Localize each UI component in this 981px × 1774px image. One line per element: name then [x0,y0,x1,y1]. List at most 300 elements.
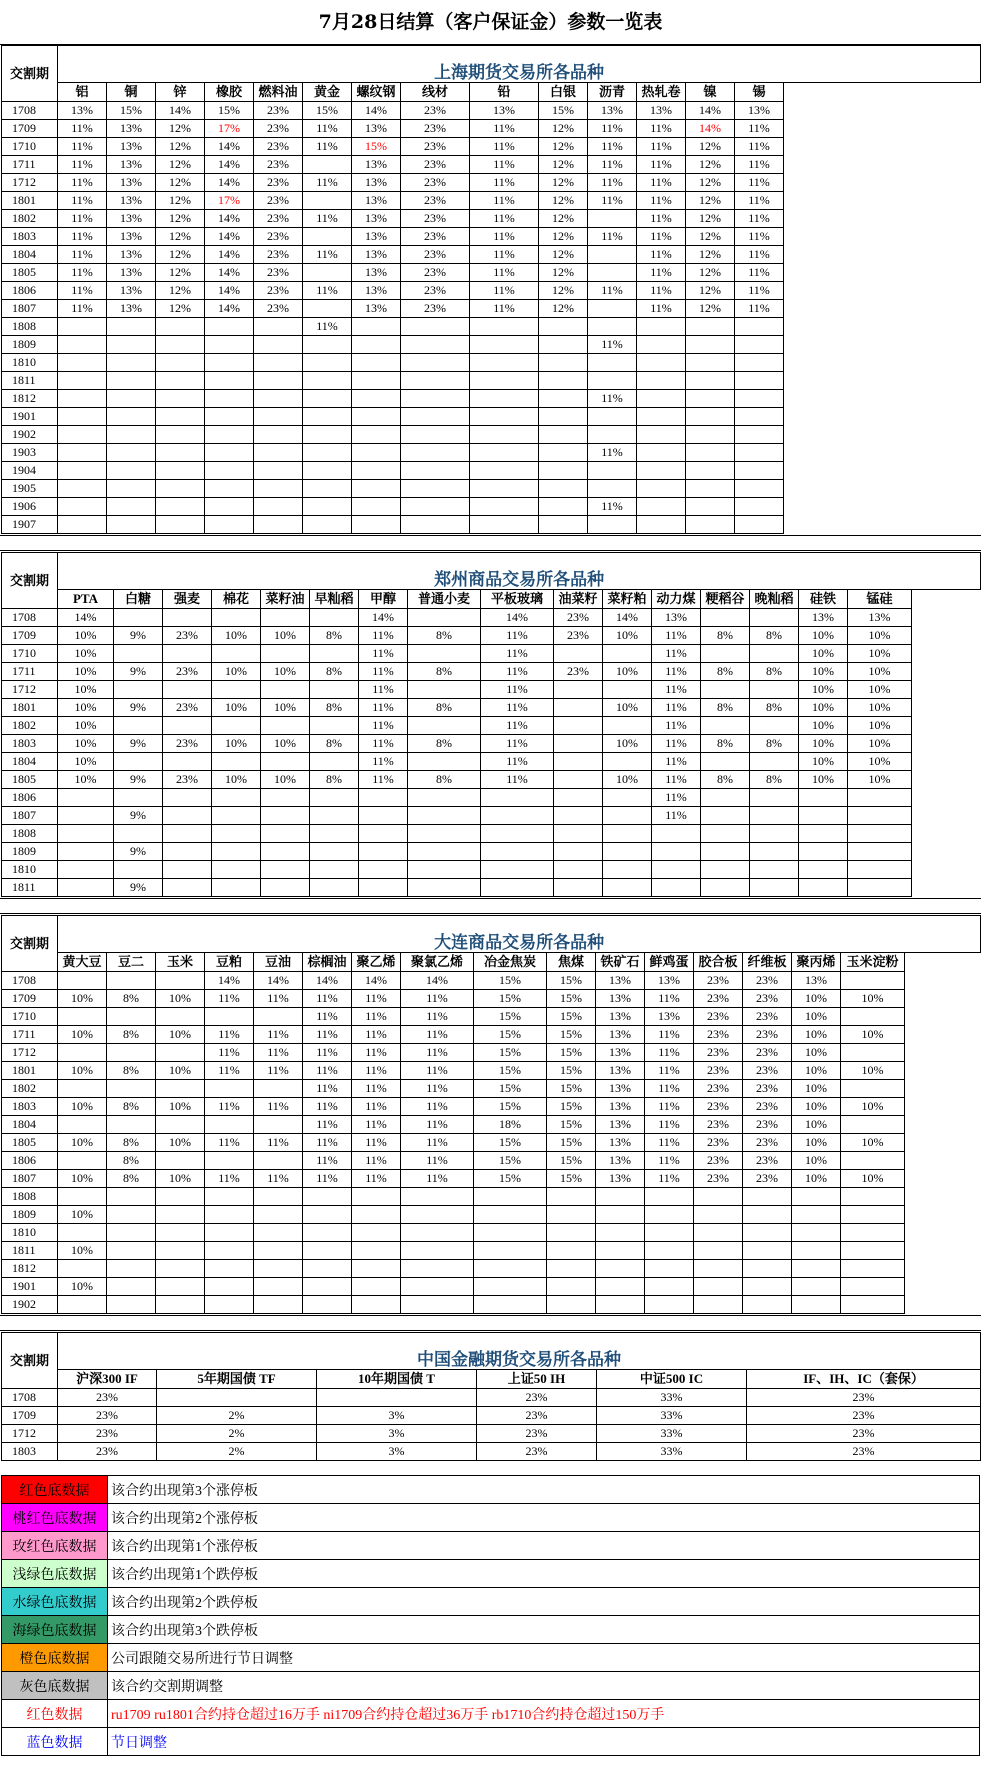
margin-cell: 12% [156,138,205,156]
exchange-name: 中国金融期货交易所各品种 [58,1333,981,1370]
margin-cell: 12% [539,264,588,282]
margin-cell: 23% [401,246,470,264]
margin-cell: 12% [686,156,735,174]
margin-cell [401,1206,474,1224]
filler-cell [784,138,981,156]
margin-cell: 11% [359,645,408,663]
margin-cell: 12% [156,210,205,228]
margin-cell: 23% [163,699,212,717]
margin-cell [156,336,205,354]
margin-cell [205,1224,254,1242]
margin-cell [212,645,261,663]
product-header: 豆粕 [205,953,254,972]
margin-cell [310,645,359,663]
section-gap [0,898,981,914]
margin-cell [212,681,261,699]
margin-cell: 11% [637,228,686,246]
filler-cell [784,336,981,354]
margin-cell [317,1389,477,1407]
margin-cell [588,426,637,444]
margin-cell: 23% [743,1152,792,1170]
margin-cell [254,390,303,408]
margin-cell [359,825,408,843]
section-gap [0,535,981,551]
margin-cell: 15% [547,1062,596,1080]
margin-cell [750,879,799,897]
margin-cell: 10% [848,645,912,663]
exchange-header-row [2,916,981,953]
margin-cell [205,444,254,462]
margin-cell: 10% [261,699,310,717]
period-column-label: 交割期 [2,916,58,972]
margin-cell [254,1206,303,1224]
margin-cell [554,861,603,879]
table-row [2,228,981,246]
margin-cell [701,609,750,627]
product-header: 白糖 [114,590,163,609]
product-header: 焦煤 [547,953,596,972]
legend-row [2,1672,980,1700]
margin-cell [352,390,401,408]
section-table-3 [1,1332,981,1461]
margin-cell: 13% [848,609,912,627]
margin-cell [352,1224,401,1242]
filler-cell [784,300,981,318]
filler-cell [784,444,981,462]
margin-cell: 10% [58,735,114,753]
filler-cell [905,1224,981,1242]
margin-cell: 13% [596,1062,645,1080]
contract-period: 1806 [2,282,58,300]
table-row [2,336,981,354]
contract-period: 1805 [2,1134,58,1152]
margin-cell [163,879,212,897]
margin-cell: 15% [352,138,401,156]
contract-period: 1807 [2,1170,58,1188]
margin-cell [163,681,212,699]
section-gap [0,1315,981,1331]
margin-cell [58,444,107,462]
margin-cell: 11% [401,1098,474,1116]
table-row [2,1443,981,1461]
table-row [2,174,981,192]
contract-period: 1803 [2,228,58,246]
margin-cell: 2% [157,1443,317,1461]
margin-cell [58,807,114,825]
margin-cell: 9% [114,771,163,789]
product-header: 聚丙烯 [792,953,841,972]
margin-cell [603,753,652,771]
margin-cell: 11% [470,156,539,174]
table-row [2,735,981,753]
margin-cell: 13% [352,282,401,300]
margin-cell: 10% [58,663,114,681]
product-header: 橡胶 [205,83,254,102]
margin-cell [792,1278,841,1296]
contract-period: 1803 [2,1098,58,1116]
margin-cell: 10% [58,1206,107,1224]
margin-cell: 23% [254,102,303,120]
table-row [2,1407,981,1425]
margin-cell: 11% [401,1044,474,1062]
margin-cell [261,645,310,663]
margin-cell: 11% [205,1062,254,1080]
margin-cell: 11% [359,753,408,771]
margin-cell: 15% [547,1152,596,1170]
margin-cell [603,645,652,663]
product-header: 甲醇 [359,590,408,609]
margin-cell: 11% [254,1062,303,1080]
margin-cell: 11% [205,1044,254,1062]
margin-cell [792,1188,841,1206]
margin-cell: 12% [686,246,735,264]
margin-cell: 9% [114,843,163,861]
margin-cell: 2% [157,1407,317,1425]
product-header: 锰硅 [848,590,912,609]
filler-cell [784,390,981,408]
margin-cell: 11% [588,390,637,408]
margin-cell [58,843,114,861]
margin-cell [603,843,652,861]
margin-cell [686,336,735,354]
margin-cell [261,717,310,735]
margin-cell: 10% [848,663,912,681]
margin-cell: 11% [470,228,539,246]
margin-cell: 23% [254,300,303,318]
table-row [2,1134,981,1152]
margin-cell: 11% [735,210,784,228]
margin-cell [156,1278,205,1296]
margin-cell [359,843,408,861]
margin-cell [205,1206,254,1224]
margin-cell [254,372,303,390]
filler-cell [912,609,981,627]
filler-cell [784,83,981,102]
table-row [2,1389,981,1407]
filler-cell [905,1170,981,1188]
margin-cell: 11% [588,192,637,210]
margin-cell [588,354,637,372]
table-row [2,627,981,645]
table-row [2,1116,981,1134]
margin-cell [107,1224,156,1242]
margin-cell [841,1152,905,1170]
margin-cell: 11% [254,1170,303,1188]
margin-cell: 11% [359,663,408,681]
margin-cell: 10% [58,990,107,1008]
margin-cell: 10% [792,1080,841,1098]
table-row [2,1044,981,1062]
margin-cell [58,972,107,990]
margin-cell: 11% [254,1134,303,1152]
margin-cell: 10% [792,990,841,1008]
margin-cell: 8% [701,699,750,717]
contract-period: 1709 [2,990,58,1008]
margin-cell: 12% [539,192,588,210]
margin-cell: 11% [652,627,701,645]
product-header: 玉米 [156,953,205,972]
margin-cell [799,789,848,807]
margin-cell: 10% [58,1098,107,1116]
margin-cell: 23% [743,1062,792,1080]
margin-cell: 11% [645,1116,694,1134]
margin-cell: 11% [359,681,408,699]
margin-cell [107,1008,156,1026]
margin-cell: 11% [401,1062,474,1080]
margin-cell [205,1008,254,1026]
margin-cell [352,1278,401,1296]
margin-cell: 8% [408,735,481,753]
margin-cell: 11% [735,156,784,174]
margin-cell: 10% [212,663,261,681]
margin-cell [841,1224,905,1242]
margin-cell: 13% [352,192,401,210]
margin-cell [799,807,848,825]
product-header: 10年期国债 T [317,1370,477,1389]
margin-cell: 11% [637,300,686,318]
margin-cell [107,972,156,990]
margin-cell: 8% [310,627,359,645]
margin-cell: 11% [352,1062,401,1080]
filler-cell [905,1296,981,1314]
table-row [2,879,981,897]
margin-cell: 9% [114,699,163,717]
margin-cell [547,1260,596,1278]
margin-cell [205,1260,254,1278]
margin-cell: 10% [792,1134,841,1152]
legend-description: 该合约出现第1个涨停板 [108,1532,980,1560]
margin-cell [701,681,750,699]
margin-cell: 11% [652,807,701,825]
margin-cell: 11% [58,282,107,300]
margin-cell: 23% [747,1407,981,1425]
contract-period: 1712 [2,174,58,192]
product-header: 黄金 [303,83,352,102]
margin-cell [539,462,588,480]
margin-cell: 23% [401,138,470,156]
margin-cell: 11% [470,210,539,228]
margin-cell [841,1188,905,1206]
margin-cell [205,354,254,372]
margin-cell [303,480,352,498]
margin-cell: 11% [303,1116,352,1134]
margin-cell: 13% [352,174,401,192]
margin-cell [539,354,588,372]
legend-description: 该合约出现第2个跌停板 [108,1588,980,1616]
margin-cell: 17% [205,192,254,210]
margin-cell: 11% [205,1098,254,1116]
margin-cell: 9% [114,627,163,645]
page-title: 7月28日结算（客户保证金）参数一览表 [0,0,981,45]
margin-cell: 13% [596,1080,645,1098]
margin-cell: 13% [352,246,401,264]
margin-cell [848,807,912,825]
margin-cell [841,1080,905,1098]
margin-cell: 10% [58,1134,107,1152]
table-row [2,282,981,300]
margin-cell [750,861,799,879]
margin-cell: 13% [596,1170,645,1188]
margin-cell: 11% [58,300,107,318]
margin-cell: 13% [470,102,539,120]
margin-cell [474,1224,547,1242]
margin-cell: 10% [261,627,310,645]
filler-cell [905,972,981,990]
margin-cell [645,1188,694,1206]
margin-cell: 23% [477,1407,597,1425]
filler-cell [784,210,981,228]
product-header: 胶合板 [694,953,743,972]
margin-cell [107,1044,156,1062]
margin-cell: 23% [694,1170,743,1188]
margin-cell [637,516,686,534]
product-header: 铝 [58,83,107,102]
product-header: 豆油 [254,953,303,972]
legend-description: 该合约出现第3个涨停板 [108,1476,980,1504]
margin-cell: 23% [254,264,303,282]
margin-cell: 23% [743,972,792,990]
margin-cell [686,516,735,534]
filler-cell [905,1116,981,1134]
margin-cell [694,1206,743,1224]
margin-cell [310,681,359,699]
margin-cell: 13% [652,609,701,627]
margin-cell [792,1242,841,1260]
margin-cell: 11% [303,120,352,138]
margin-cell [303,372,352,390]
margin-cell: 14% [205,300,254,318]
margin-cell: 11% [481,717,554,735]
margin-cell: 10% [58,1170,107,1188]
margin-cell: 11% [401,990,474,1008]
margin-cell: 11% [470,300,539,318]
margin-cell: 11% [735,120,784,138]
margin-cell [163,753,212,771]
margin-cell [114,681,163,699]
margin-cell: 23% [477,1389,597,1407]
product-header: 冶金焦炭 [474,953,547,972]
contract-period: 1804 [2,1116,58,1134]
margin-cell: 10% [58,1062,107,1080]
table-row [2,825,981,843]
margin-cell [205,1116,254,1134]
margin-cell: 11% [401,1134,474,1152]
margin-cell [58,825,114,843]
margin-cell [735,444,784,462]
margin-cell [750,753,799,771]
margin-cell: 10% [212,771,261,789]
margin-cell [114,645,163,663]
margin-cell [686,318,735,336]
margin-cell: 11% [303,1170,352,1188]
table-row [2,990,981,1008]
margin-cell: 13% [596,1098,645,1116]
table-row [2,1080,981,1098]
margin-cell [58,318,107,336]
contract-period: 1812 [2,390,58,408]
margin-cell: 8% [107,1134,156,1152]
margin-cell [735,498,784,516]
margin-cell [156,1188,205,1206]
margin-cell [352,1188,401,1206]
margin-cell: 23% [694,1044,743,1062]
margin-cell: 11% [58,120,107,138]
margin-cell [58,408,107,426]
margin-cell [254,354,303,372]
margin-cell: 12% [539,246,588,264]
contract-period: 1711 [2,1026,58,1044]
table-row [2,663,981,681]
margin-cell: 13% [352,156,401,174]
product-header: 鲜鸡蛋 [645,953,694,972]
margin-cell [750,807,799,825]
margin-cell: 13% [107,264,156,282]
margin-cell: 11% [303,282,352,300]
margin-cell [848,879,912,897]
contract-period: 1803 [2,1443,58,1461]
margin-cell: 10% [212,699,261,717]
margin-cell [408,825,481,843]
contract-period: 1806 [2,1152,58,1170]
margin-cell: 11% [481,735,554,753]
margin-cell [352,516,401,534]
contract-period: 1809 [2,843,58,861]
margin-cell: 23% [743,1044,792,1062]
margin-cell: 8% [408,699,481,717]
margin-cell: 11% [303,1080,352,1098]
margin-cell [735,354,784,372]
margin-cell [841,1260,905,1278]
margin-cell: 14% [359,609,408,627]
margin-cell: 23% [58,1425,157,1443]
margin-cell [596,1206,645,1224]
margin-cell: 11% [352,1080,401,1098]
margin-cell: 8% [408,627,481,645]
margin-cell: 11% [481,645,554,663]
margin-cell: 11% [588,120,637,138]
margin-cell: 23% [554,663,603,681]
margin-cell: 10% [156,990,205,1008]
margin-cell [359,879,408,897]
contract-period: 1710 [2,1008,58,1026]
margin-cell: 11% [637,138,686,156]
margin-cell: 10% [841,1026,905,1044]
legend-description: 该合约出现第3个跌停板 [108,1616,980,1644]
margin-cell: 12% [686,300,735,318]
legend-row [2,1504,980,1532]
table-row [2,426,981,444]
margin-cell [408,609,481,627]
margin-cell [303,408,352,426]
margin-cell: 23% [694,990,743,1008]
contract-period: 1811 [2,879,58,897]
margin-cell: 11% [645,1062,694,1080]
margin-cell: 9% [114,807,163,825]
margin-cell [637,498,686,516]
margin-cell [156,354,205,372]
margin-cell: 13% [107,282,156,300]
margin-cell [637,390,686,408]
margin-cell [596,1242,645,1260]
margin-cell: 3% [317,1425,477,1443]
margin-cell: 10% [58,645,114,663]
margin-cell [470,354,539,372]
margin-cell: 11% [303,246,352,264]
filler-cell [912,735,981,753]
margin-cell [637,336,686,354]
margin-cell [470,408,539,426]
margin-cell: 11% [352,1008,401,1026]
